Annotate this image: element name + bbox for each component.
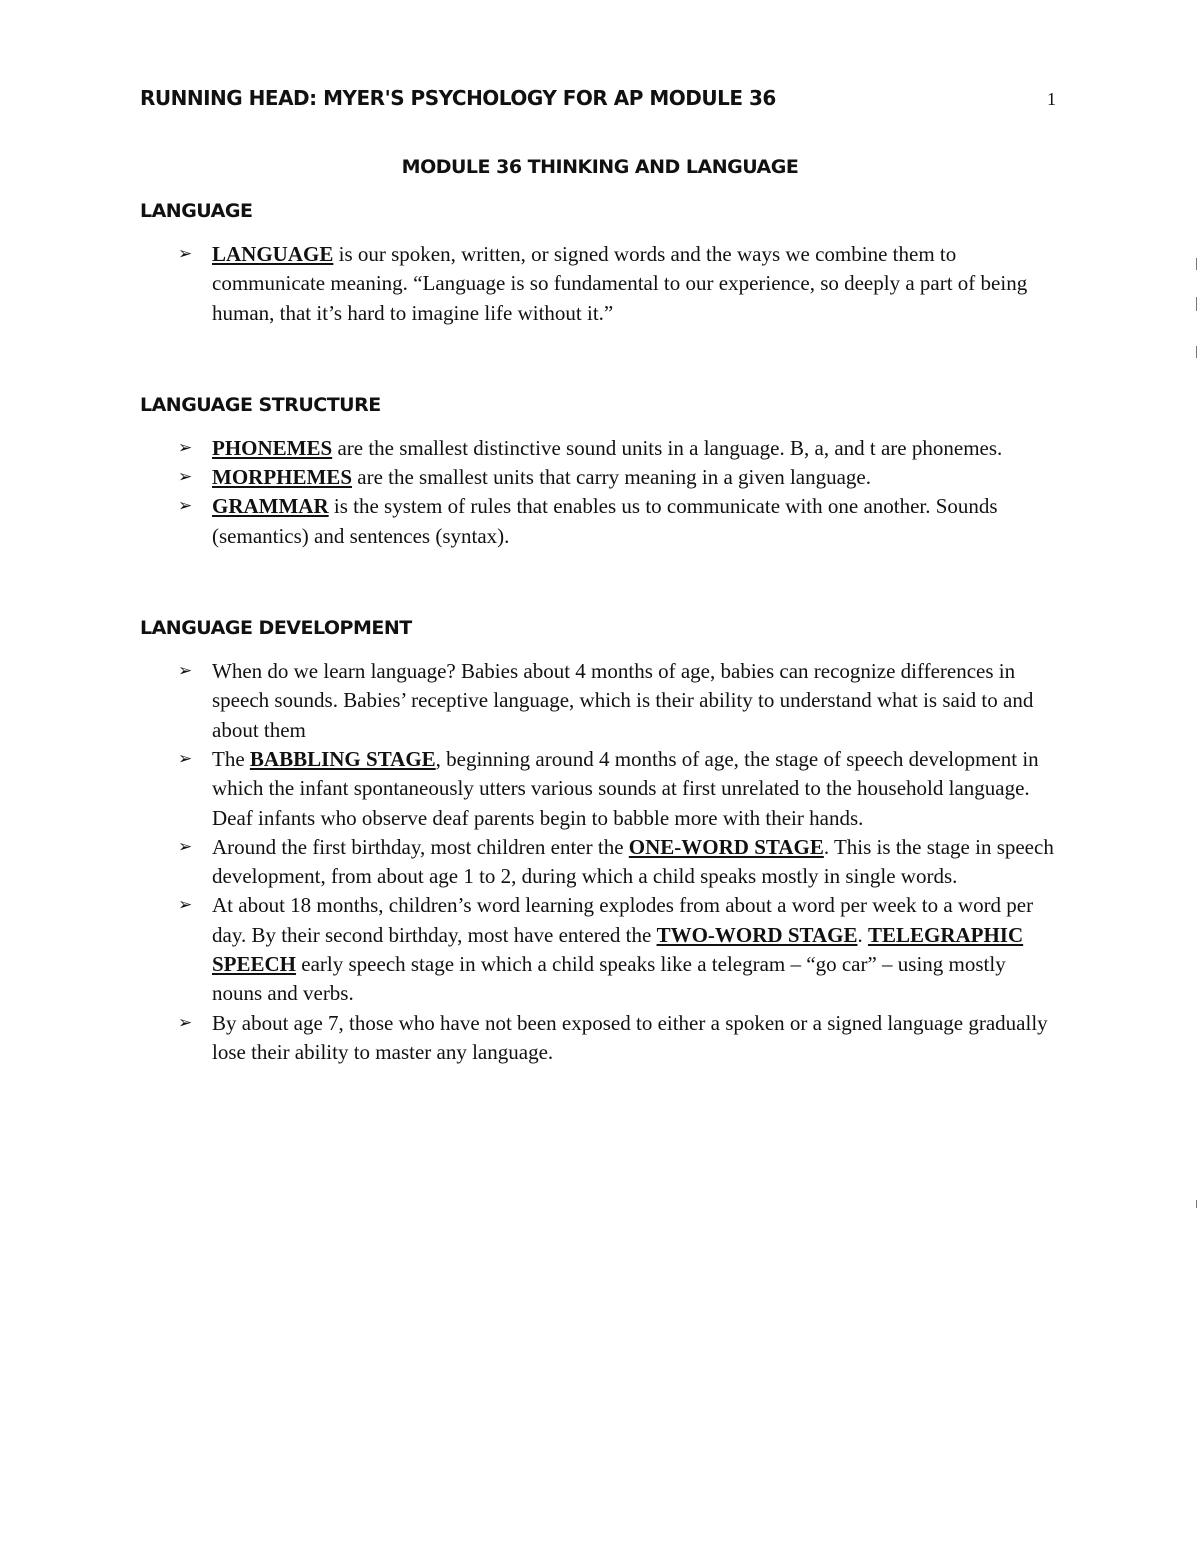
bullet-text: are the smallest units that carry meaning in a given language. — [352, 465, 871, 490]
bullet-list — [140, 434, 1060, 551]
bullet-text: are the smallest distinctive sound units in a language. B, a, and t are phonemes. — [332, 435, 1003, 460]
term: TELEGRAPHIC SPEECH — [212, 922, 1024, 977]
bullet-text-pre: Around the first birthday, most children enter the — [212, 834, 629, 859]
arrow-bullet-icon: ➢ — [178, 437, 193, 458]
arrow-bullet-icon: ➢ — [178, 836, 193, 857]
bullet-text: By about age 7, those who have not been exposed to either a spoken or a signed language gradually lose their ability to master any language. — [212, 1010, 1048, 1064]
term: TWO-WORD STAGE — [656, 922, 858, 947]
arrow-bullet-icon: ➢ — [178, 895, 193, 916]
bullet-text: When do we learn language? Babies about 4 months of age, babies can recognize differences in speech sounds. Babies’ receptive language, which is their ability to understand what is said to and about them — [212, 659, 1034, 742]
list-item — [140, 891, 1060, 1008]
bullet-text-pre: At about 18 months, children’s word learning explodes from about a word per week to a word per day. By their second birthday, most have entered the — [212, 893, 1034, 947]
list-item — [140, 463, 1060, 492]
bullet-list — [140, 657, 1060, 1067]
bullet-text: , beginning around 4 months of age, the stage of speech development in which the infant spontaneously utters various sounds at first unrelated to the household language. Deaf infants who observe deaf parents begin to babble more with their hands. — [212, 746, 1039, 830]
arrow-bullet-icon: ➢ — [178, 748, 193, 769]
scan-artifact — [1196, 1200, 1197, 1208]
section-heading: LANGUAGE STRUCTURE — [140, 393, 381, 416]
bullet-text: early speech stage in which a child speaks like a telegram – “go car” – using mostly nouns and verbs. — [212, 952, 1006, 1006]
module-title: MODULE 36 THINKING AND LANGUAGE — [401, 156, 799, 178]
running-head-text: RUNNING HEAD: MYER'S PSYCHOLOGY FOR AP MODULE 36 — [140, 86, 776, 110]
term: ONE-WORD STAGE — [628, 834, 824, 859]
document-page — [140, 86, 1060, 1067]
bullet-text: is the system of rules that enables us to communicate with one another. Sounds (semantics) and sentences (syntax). — [212, 494, 998, 548]
bullet-text: is our spoken, written, or signed words and the ways we combine them to communicate meaning. “Language is so fundamental to our experience, so deeply a part of being human, that it’s hard to imagine life without it.” — [212, 242, 1028, 325]
scan-artifact — [1196, 258, 1197, 270]
section-heading: LANGUAGE DEVELOPMENT — [140, 617, 412, 640]
list-item — [140, 240, 1060, 328]
section-language-development — [140, 617, 1060, 1067]
arrow-bullet-icon: ➢ — [178, 496, 193, 517]
term: BABBLING STAGE — [249, 746, 436, 771]
page-number: 1 — [1047, 89, 1056, 109]
list-item — [140, 745, 1060, 833]
term: MORPHEMES — [212, 465, 352, 490]
arrow-bullet-icon: ➢ — [178, 1012, 193, 1033]
running-head — [140, 86, 1060, 116]
bullet-text-mid: . — [857, 922, 868, 947]
section-heading: LANGUAGE — [140, 200, 253, 222]
list-item — [140, 833, 1060, 892]
arrow-bullet-icon: ➢ — [178, 467, 193, 488]
list-item — [140, 1009, 1060, 1068]
bullet-text-pre: The — [212, 746, 250, 771]
list-item — [140, 434, 1060, 463]
scan-artifact — [1196, 346, 1197, 358]
section-language — [140, 200, 1060, 328]
list-item — [140, 657, 1060, 745]
arrow-bullet-icon: ➢ — [178, 244, 193, 264]
list-item — [140, 492, 1060, 551]
term: PHONEMES — [212, 435, 333, 460]
bullet-list — [140, 240, 1060, 328]
term: GRAMMAR — [212, 494, 329, 519]
scan-artifact — [1196, 297, 1197, 311]
section-language-structure — [140, 394, 1060, 551]
term: LANGUAGE — [212, 242, 334, 266]
bullet-text: . This is the stage in speech development, from about age 1 to 2, during which a child speaks mostly in single words. — [212, 834, 1054, 889]
arrow-bullet-icon: ➢ — [178, 661, 193, 682]
